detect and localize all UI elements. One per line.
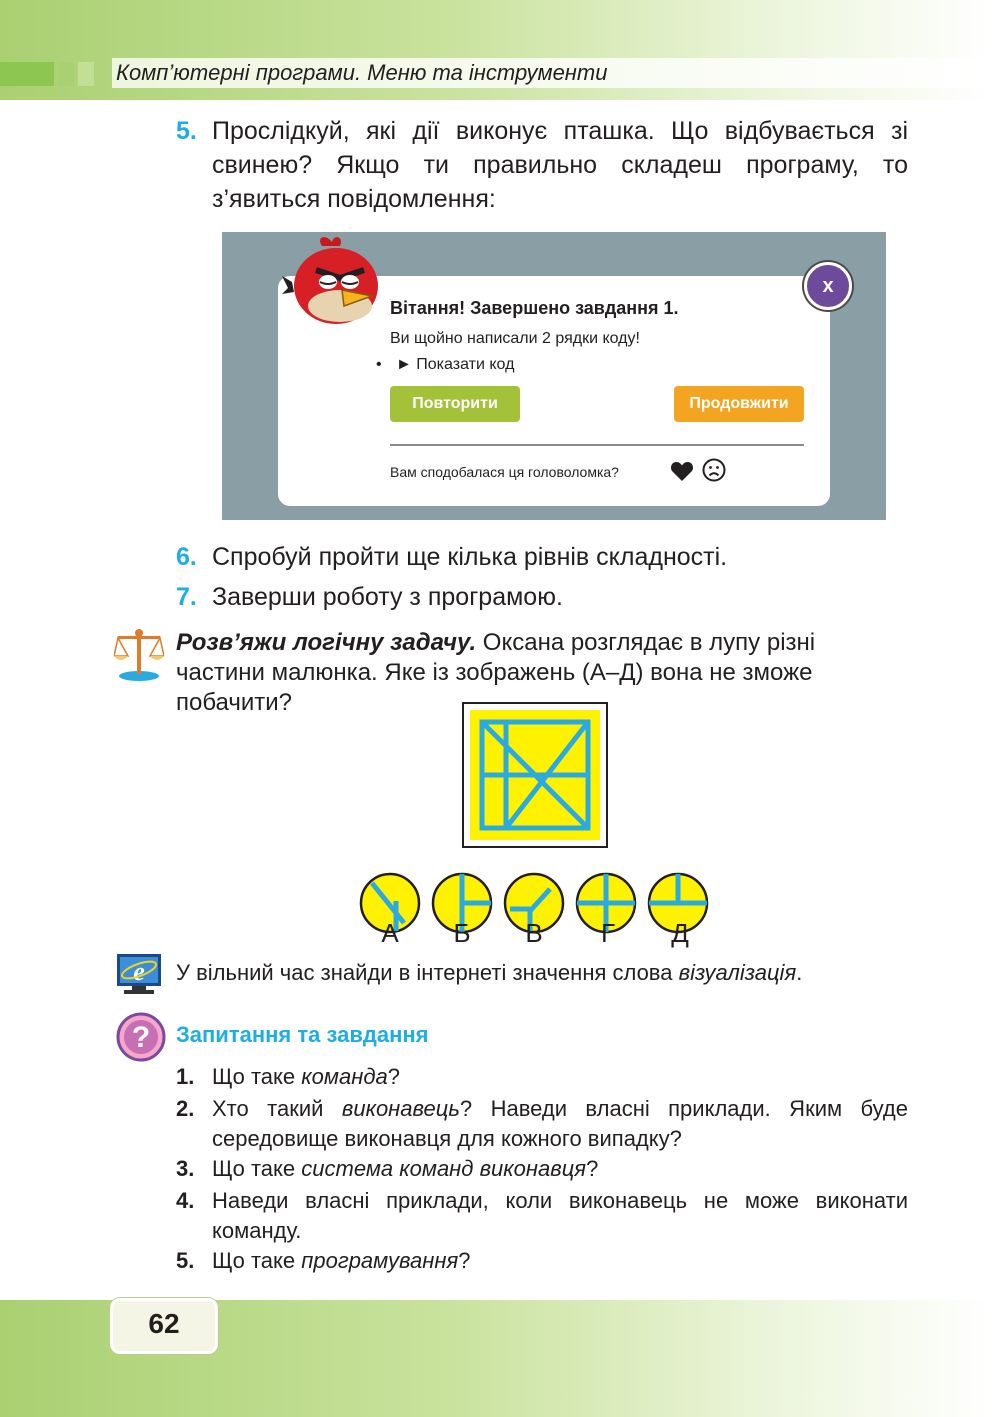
task-text: Спробуй пройти ще кілька рівнів складності.: [212, 543, 728, 571]
question-text: Хто такий: [212, 1096, 342, 1121]
header-stripe: [58, 62, 74, 86]
header-stripe: [0, 62, 54, 86]
internet-note-text: У вільний час знайди в інтернеті значення слова: [176, 960, 679, 985]
question-text: Наведи власні приклади, коли виконавець не може виконати команду.: [212, 1188, 908, 1243]
internet-note-end: .: [796, 960, 803, 985]
continue-button[interactable]: Продовжити: [674, 386, 804, 422]
questions-heading: Запитання та завдання: [176, 1022, 429, 1047]
dialog-subtitle: Ви щойно написали 2 рядки коду!: [390, 330, 640, 347]
question-text-end: ?: [586, 1156, 599, 1181]
divider: [390, 444, 804, 446]
question-number: 1.: [176, 1064, 195, 1089]
question-text-end: ? Наведи власні приклади. Яким буде середовище виконавця для кожного випадку?: [212, 1096, 908, 1151]
question-text-end: ?: [387, 1064, 400, 1089]
question-text: Що таке: [212, 1248, 302, 1273]
task-number: 7.: [176, 583, 197, 611]
option-label: В: [525, 918, 543, 948]
scales-icon: [114, 626, 164, 682]
question-item: [176, 1094, 908, 1154]
question-text: Що таке: [212, 1156, 302, 1181]
logic-task-body: Оксана розглядає в лупу різні частини малюнка. Яке із зображень (А–Д) вона не зможе побачити?: [176, 629, 816, 716]
header-stripes: [0, 62, 94, 86]
task-item: [176, 580, 908, 614]
repeat-button[interactable]: Повторити: [390, 386, 520, 422]
header-stripe: [78, 62, 94, 86]
task-number: 6.: [176, 543, 197, 571]
option-label: Б: [453, 918, 471, 948]
question-item: [176, 1246, 908, 1276]
question-number: 3.: [176, 1156, 195, 1181]
svg-text:?: ?: [131, 1021, 151, 1054]
question-text-end: ?: [458, 1248, 471, 1273]
question-term: програмування: [301, 1248, 459, 1273]
option-label: Г: [600, 918, 616, 948]
task-item: [176, 114, 908, 216]
sad-face-icon[interactable]: [702, 458, 726, 482]
task-item: [176, 540, 908, 574]
question-item: [176, 1154, 908, 1184]
task-text: Прослідкуй, які дії виконує пташка. Що відбувається зі свинею? Якщо ти правильно складеш програму, то з’явиться повідомлення:: [212, 117, 908, 213]
logic-task-heading: Розв’яжи логічну задачу.: [176, 629, 477, 656]
game-screenshot: [222, 232, 886, 520]
internet-note: [176, 958, 802, 988]
svg-text:e: e: [133, 957, 145, 986]
dialog-title: Вітання! Завершено завдання 1.: [390, 298, 679, 318]
question-number: 4.: [176, 1188, 195, 1213]
internet-explorer-icon: [116, 952, 162, 996]
close-button[interactable]: x: [804, 262, 852, 310]
option-label: Д: [671, 918, 689, 948]
red-bird-icon: [282, 232, 386, 328]
question-term: команда: [301, 1064, 388, 1089]
feedback-question: Вам сподобалася ця головоломка?: [390, 464, 619, 480]
question-number: 5.: [176, 1248, 195, 1273]
show-code-link[interactable]: ► Показати код: [396, 356, 515, 373]
heart-icon[interactable]: [670, 460, 694, 482]
question-item: [176, 1062, 908, 1092]
puzzle-figure: [462, 702, 608, 848]
question-term: виконавець: [341, 1096, 460, 1121]
question-item: [176, 1186, 908, 1246]
option-label: А: [381, 918, 399, 948]
question-number: 2.: [176, 1096, 195, 1121]
bullet: •: [376, 356, 382, 373]
internet-note-term: візуалізація: [678, 960, 797, 985]
question-icon: [116, 1012, 166, 1062]
question-term: система команд виконавця: [301, 1156, 587, 1181]
question-text: Що таке: [212, 1064, 302, 1089]
task-text: Заверши роботу з програмою.: [212, 583, 563, 611]
chapter-title: Комп’ютерні програми. Меню та інструменти: [112, 58, 986, 88]
task-number: 5.: [176, 117, 197, 145]
page-number: 62: [110, 1298, 218, 1354]
